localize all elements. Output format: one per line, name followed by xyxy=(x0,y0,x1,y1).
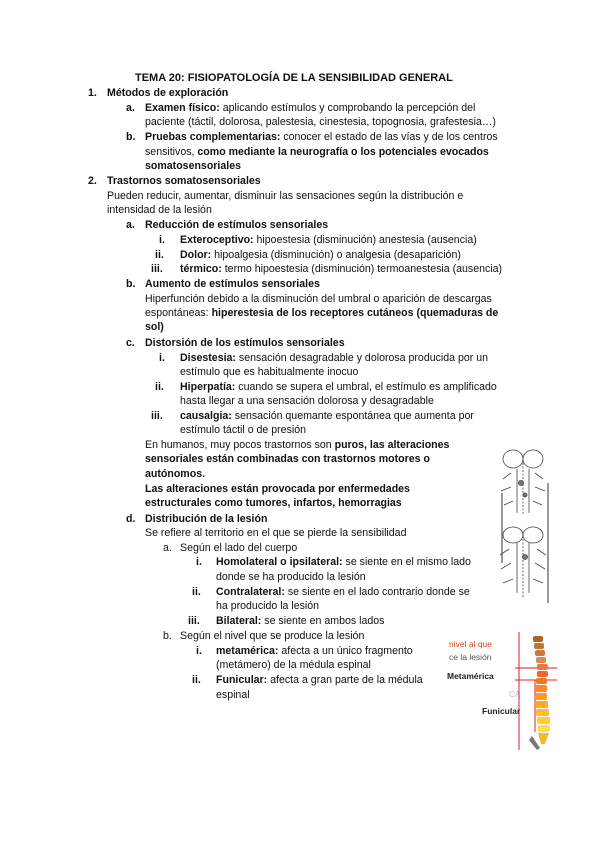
spine-illustration xyxy=(515,632,557,752)
s2-c-p1b: puros, las alteraciones xyxy=(334,439,450,451)
s1-a-line2: paciente (táctil, dolorosa, palestesia, cinestesia, topognosia, grafestesia…) xyxy=(145,116,496,128)
s1-b-marker: b. xyxy=(126,131,136,143)
s2-c-ii-text1: cuando se supera el umbral, el estímulo es amplificado xyxy=(235,381,497,393)
s2-b-p1: Hiperfunción debido a la disminución del umbral o aparición de descargas xyxy=(145,293,492,305)
s2-a-ii-line xyxy=(180,248,461,263)
s2-intro-line2: intensidad de la lesión xyxy=(107,204,212,216)
s1-b-text2a: sensitivos, xyxy=(145,146,198,158)
s2-c-ii-label: Hiperpatía: xyxy=(180,381,236,393)
s1-a-line1 xyxy=(145,101,475,116)
section-2-number: 2. xyxy=(88,175,97,187)
s2-d-b-ii-line1 xyxy=(216,673,423,688)
s2-d-a-ii-line1 xyxy=(216,585,470,600)
s2-c-p1a: En humanos, muy pocos trastornos son xyxy=(145,439,335,451)
s2-d-a-i-line2: donde se ha producido la lesión xyxy=(216,571,366,583)
s2-d-a-ii-label: Contralateral: xyxy=(216,586,285,598)
s2-d-a-i-text1: se siente en el mismo lado xyxy=(342,556,471,568)
s2-intro-line1: Pueden reducir, aumentar, disminuir las sensaciones según la distribución e xyxy=(107,190,464,202)
s2-d-intro: Se refiere al territorio en el que se pierde la sensibilidad xyxy=(145,527,407,539)
s2-c-i-line2: estímulo que es habitualmente inocuo xyxy=(180,366,359,378)
section-1-number: 1. xyxy=(88,87,97,99)
s2-b-p2 xyxy=(145,306,498,321)
s2-d-b-ii-line2: espinal xyxy=(216,689,250,701)
s2-c-iii-marker: iii. xyxy=(151,410,163,422)
s2-d-b-ii-marker: ii. xyxy=(192,674,201,686)
s1-a-text1: aplicando estímulos y comprobando la percepción del xyxy=(219,102,476,114)
s2-c-p2: sensoriales están combinadas con trastornos motores o xyxy=(145,453,430,465)
s2-a-iii-marker: iii. xyxy=(151,263,163,275)
s2-d-b-i-marker: i. xyxy=(196,645,202,657)
s2-d-a-text: Según el lado del cuerpo xyxy=(180,542,298,554)
s2-c-i-marker: i. xyxy=(159,352,165,364)
s2-d-a-iii-line xyxy=(216,614,384,629)
s2-d-marker: d. xyxy=(126,513,136,525)
page-title: TEMA 20: FISIOPATOLOGÍA DE LA SENSIBILIDAD GENERAL xyxy=(135,72,453,84)
s2-c-p1 xyxy=(145,438,449,453)
s2-d-b-ii-label: Funicular: xyxy=(216,674,268,686)
s2-c-iii-line2: estímulo táctil o de presión xyxy=(180,424,307,436)
s2-a-ii-text: hipoalgesia (disminución) o analgesia (desaparición) xyxy=(211,249,461,261)
s2-c-iii-line1 xyxy=(180,409,474,424)
s1-b-line3: somatosensoriales xyxy=(145,160,241,172)
s2-b-p2b: hiperestesia de los receptores cutáneos (quemaduras de xyxy=(211,307,499,319)
s2-c-iii-text1: sensación quemante espontánea que aumenta por xyxy=(231,410,474,422)
s2-c-ii-line2: hasta llegar a una sensación dolorosa y desagradable xyxy=(180,395,434,407)
s2-c-ii-marker: ii. xyxy=(155,381,164,393)
fig2-label-nivel: nivel al que xyxy=(449,639,493,649)
s2-d-a-iii-marker: iii. xyxy=(188,615,200,627)
fig2-label-funicular: Funicular xyxy=(482,706,521,716)
s1-a-label: Examen físico: xyxy=(145,102,220,114)
s2-d-a-ii-marker: ii. xyxy=(192,586,201,598)
s2-c-i-line1 xyxy=(180,351,488,366)
s2-a-heading: Reducción de estímulos sensoriales xyxy=(145,219,329,231)
s2-d-b-i-text1: afecta a un único fragmento xyxy=(278,645,413,657)
s2-b-p3: sol) xyxy=(145,321,164,333)
s2-d-a-i-line1 xyxy=(216,555,471,570)
s1-b-bold2: como mediante la neurografía o los potenciales evocados xyxy=(197,146,489,158)
s2-d-a-marker: a. xyxy=(163,542,172,554)
fig2-label-lesion: ce la lesión xyxy=(449,652,492,662)
s2-a-iii-line xyxy=(180,262,502,277)
s2-d-b-ii-text1: afecta a gran parte de la médula xyxy=(267,674,423,686)
s2-d-a-ii-line2: ha producido la lesión xyxy=(216,600,320,612)
s1-a-marker: a. xyxy=(126,102,135,114)
s1-b-line2 xyxy=(145,145,489,160)
s2-c-ii-line1 xyxy=(180,380,497,395)
s2-d-a-iii-label: Bilateral: xyxy=(216,615,262,627)
s2-a-i-line xyxy=(180,233,477,248)
s2-c-p3: autónomos. xyxy=(145,468,206,480)
s2-c-iii-label: causalgia: xyxy=(180,410,232,422)
s2-c-i-label: Disestesia: xyxy=(180,352,236,364)
s2-a-iii-text: termo hipoestesia (disminución) termoanestesia (ausencia) xyxy=(221,263,503,275)
s2-d-b-i-line1 xyxy=(216,644,413,659)
s2-d-a-iii-text: se siente en ambos lados xyxy=(261,615,385,627)
section-2-heading: Trastornos somatosensoriales xyxy=(107,175,261,187)
s2-a-i-label: Exteroceptivo: xyxy=(180,234,254,246)
fig2-label-ca: CA xyxy=(509,690,521,699)
s2-c-marker: c. xyxy=(126,337,135,349)
s2-c-p4: Las alteraciones están provocada por enfermedades xyxy=(145,483,410,495)
s2-b-heading: Aumento de estímulos sensoriales xyxy=(145,278,320,290)
s2-c-p5: estructurales como tumores, infartos, hemorragias xyxy=(145,497,402,509)
spinal-cord-illustration xyxy=(495,443,553,605)
s2-d-a-i-marker: i. xyxy=(196,556,202,568)
s2-d-b-text: Según el nivel que se produce la lesión xyxy=(180,630,365,642)
s2-d-b-i-line2: (metámero) de la médula espinal xyxy=(216,659,371,671)
s2-c-heading: Distorsión de los estímulos sensoriales xyxy=(145,337,345,349)
s2-d-b-marker: b. xyxy=(163,630,172,642)
s2-a-ii-marker: ii. xyxy=(155,249,164,261)
s2-d-heading: Distribución de la lesión xyxy=(145,513,268,525)
s2-a-i-text: hipoestesia (disminución) anestesia (ausencia) xyxy=(253,234,477,246)
s2-d-a-ii-text1: se siente en el lado contrario donde se xyxy=(284,586,470,598)
s2-a-ii-label: Dolor: xyxy=(180,249,212,261)
s1-b-text1: conocer el estado de las vías y de los centros xyxy=(280,131,498,143)
s2-a-i-marker: i. xyxy=(159,234,165,246)
s2-d-b-i-label: metamérica: xyxy=(216,645,279,657)
s2-d-a-i-label: Homolateral o ipsilateral: xyxy=(216,556,343,568)
s2-c-i-text1: sensación desagradable y dolorosa producida por un xyxy=(235,352,489,364)
section-1-heading: Métodos de exploración xyxy=(107,87,229,99)
s1-b-label: Pruebas complementarias: xyxy=(145,131,281,143)
s2-b-p2a: espontáneas: xyxy=(145,307,212,319)
s2-a-iii-label: térmico: xyxy=(180,263,222,275)
s2-a-marker: a. xyxy=(126,219,135,231)
fig2-label-metamerica: Metamérica xyxy=(447,671,494,681)
s1-b-line1 xyxy=(145,130,498,145)
s2-b-marker: b. xyxy=(126,278,136,290)
